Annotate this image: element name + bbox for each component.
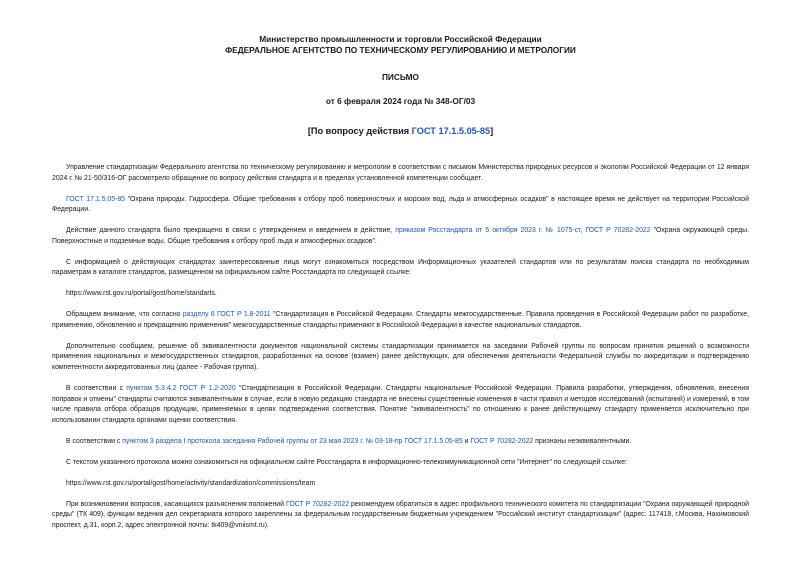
paragraph-protocol-text: С текстом указанного протокола можно ознакомиться на официальном сайте Росстандарта в информационно-телекоммуникационной сети "Интернет" по следующей ссылке: [66, 458, 627, 466]
paragraph-protocol [52, 437, 749, 448]
paragraph-gost-status [52, 195, 749, 216]
paragraph-text: "Стандартизация в Российской Федерации. Стандарты межгосударственные. Правила проведения в Российской Федерации работ по разработке, применению, обновлению и прекращению применения" межгосударственные стандарты применяют в Российской Федерации в качестве национальных стандартов. [52, 311, 750, 329]
paragraph-gost-1-2 [52, 384, 749, 426]
paragraph-termination [52, 226, 749, 247]
paragraph-url-standarts: https://www.rst.gov.ru/portal/gost/home/standarts. [66, 290, 217, 298]
paragraph-text: признаны неэквивалентными. [533, 437, 632, 445]
paragraph-text: рекомендуем обратиться в адрес профильного технического комитета по стандартизации "Охрана окружающей природной среды" (ТК 409), функции ведения дел секретариата которого закреплены за федеральным государственным бюджетным учреждением "Российский институт стандартизации" (адрес: 117418, г.Москва, Нахимовский проспект, д.31, корп.2, адрес электронной почты: tk409@vniismt.ru). [52, 500, 750, 529]
agency-title: ФЕДЕРАЛЬНОЕ АГЕНТСТВО ПО ТЕХНИЧЕСКОМУ РЕГУЛИРОВАНИЮ И МЕТРОЛОГИИ [225, 44, 576, 55]
protocol-link[interactable]: пунктом 3 раздела I протокола заседания Рабочей группы от 23 мая 2023 г. № 03-18-пр [122, 437, 403, 445]
subject-gost-link[interactable]: ГОСТ 17.1.5.05-85 [411, 126, 491, 137]
gost-r-1-2-link[interactable]: пунктом 5.3.4.2 ГОСТ Р 1.2-2020 [126, 385, 236, 393]
paragraph-text: , [580, 227, 586, 235]
paragraph-url-team: https://www.rst.gov.ru/portal/gost/home/activity/standardization/commissions/team [66, 479, 316, 487]
paragraph-text: В соответствии с [66, 437, 123, 445]
gost-r-70282-link[interactable]: ГОСТ Р 70282-2022 [585, 227, 651, 235]
paragraph-text: и [462, 437, 471, 445]
gost-17-link[interactable]: ГОСТ 17.1.5.05-85 [66, 195, 125, 203]
paragraph-text: "Охрана природы. Гидросфера. Общие требования к отбору проб поверхностных и морских вод, льда и атмосферных осадков" в настоящее время не действует на территории Российской Федерации. [52, 195, 749, 214]
order-link[interactable]: приказом Росстандарта от 5 октября 2023 г. № 1075-ст [395, 227, 581, 235]
paragraph-info: С информацией о действующих стандартах заинтересованные лица могут ознакомиться посредством Информационных указателей стандартов или по результатам поиска стандарта по необходимым параметрам в каталоге стандартов, размещенном на официальном сайте Росстандарта по следующей ссылке: [52, 258, 749, 277]
paragraph-questions [52, 500, 749, 532]
paragraph-attention [52, 310, 749, 331]
paragraph-text: В соответствии с [66, 385, 127, 393]
paragraph-text: "Охрана окружающей среды. Поверхностные и подземные воды. Общие требования к отбору проб льда и атмосферных осадков". [52, 227, 749, 245]
gost-r-1-8-link[interactable]: разделу 6 ГОСТ Р 1.8-2011 [182, 311, 271, 319]
letter-body [52, 163, 749, 532]
subject-suffix: ] [490, 126, 494, 137]
gost-r-70282-link-2[interactable]: ГОСТ Р 70282-2022 [470, 437, 534, 445]
paragraph-text: "Стандартизация в Российской Федерации. Стандарты национальные Российской Федерации. Правила разработки, утверждения, обновления, внесения поправок и отмены" стандарты считаются эквивалентными в случае, если в новую редакцию стандарта не внесены существенные изменения в части правил и методов исследований (испытаний) и измерений, в том числе правила отбора образцов продукции, применяемых в целях подтверждения соответствия. Понятие "эквивалентность" по отношению к ранее действующему стандарту применяется исключительно при использовании стандарта органами оценки соответствия. [52, 385, 749, 424]
subject-prefix: [По вопросу действия [307, 126, 412, 137]
gost-r-70282-link-3[interactable]: ГОСТ Р 70282-2022 [285, 500, 350, 508]
paragraph-text: Действие данного стандарта было прекращено в связи с утверждением и введением в действие, [66, 227, 396, 235]
document-subject [52, 126, 749, 137]
paragraph-text: Обращаем внимание, что согласно [66, 311, 183, 319]
paragraph-intro: Управление стандартизации Федерального агентства по техническому регулированию и метрологии в соответствии с письмом Министерства природных ресурсов и экологии Российской Федерации от 12 января 2024 г. № 21-50/316-ОГ рассмотрело обращение по вопросу действия стандарта и в пределах установленной компетенции сообщает. [52, 163, 749, 182]
paragraph-equivalence: Дополнительно сообщаем, решение об эквивалентности документов национальной системы стандартизации принимается на заседании Рабочей группы по вопросам принятия решений о возможности применения национальных и межгосударственных стандартов, разработанных на основе (взамен) ранее действующих, для обеспечения деятельности Федеральной службы по аккредитации и подтверждению компетентности аккредитованных лиц (далее - Рабочая группа). [52, 342, 749, 372]
paragraph-text: При возникновении вопросов, касающихся разъяснения положений [66, 500, 286, 508]
document-type: ПИСЬМО [381, 72, 420, 83]
ministry-title: Министерство промышленности и торговли Российской Федерации [259, 34, 542, 44]
document-date: от 6 февраля 2024 года № 348-ОГ/03 [325, 95, 476, 106]
gost-17-link-2[interactable]: ГОСТ 17.1.5.05-85 [404, 437, 463, 445]
